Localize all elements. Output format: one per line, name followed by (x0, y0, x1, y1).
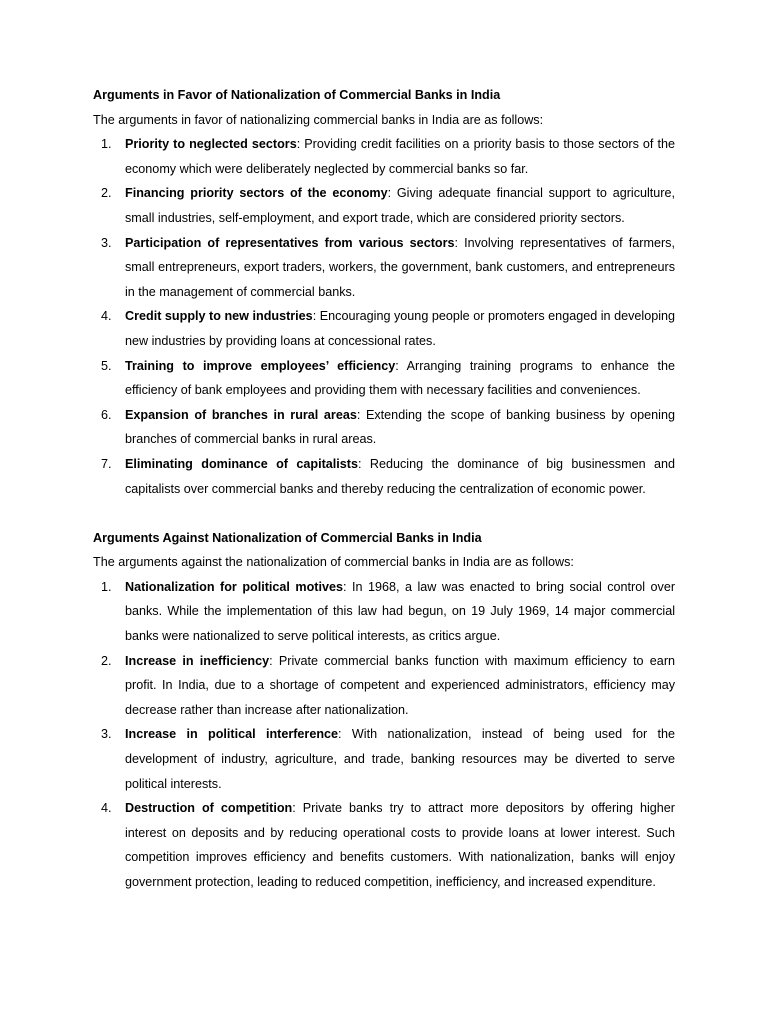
item-number: 4. (101, 309, 112, 324)
list-item: 4. Destruction of competition: Private banks try to attract more depositors by offering higher interest on deposits and by reducing operational costs to provide loans at lower interest. Such competition improves efficiency and benefits customers. With nationalization, banks will enjoy government protection, leading to reduced competition, inefficiency, and increased expenditure. (93, 796, 675, 894)
section-heading: Arguments Against Nationalization of Commercial Banks in India (93, 530, 482, 545)
item-term: Increase in inefficiency (125, 653, 270, 668)
section-intro: The arguments against the nationalization of commercial banks in India are as follows: (93, 555, 574, 570)
section-against (93, 526, 675, 895)
item-term: Expansion of branches in rural areas (125, 407, 357, 422)
list-item: 7. Eliminating dominance of capitalists: Reducing the dominance of big businessmen and capitalists over commercial banks and thereby reducing the centralization of economic power. (93, 452, 675, 501)
item-term: Eliminating dominance of capitalists (125, 456, 358, 471)
list-item: 6. Expansion of branches in rural areas: Extending the scope of banking business by opening branches of commercial banks in rural areas. (93, 403, 675, 452)
item-text: In 1968, a law was enacted to bring social control over banks. While the implementation of this law had begun, on 19 July 1969, 14 major commercial banks were nationalized to serve political interests, as critics argue. (125, 579, 676, 644)
item-number: 1. (101, 137, 112, 152)
item-text: Involving representatives of farmers, small entrepreneurs, export traders, workers, the government, bank customers, and entrepreneurs in the management of commercial banks. (125, 235, 675, 299)
section-heading: Arguments in Favor of Nationalization of Commercial Banks in India (93, 88, 501, 102)
item-term: Priority to neglected sectors (125, 137, 297, 152)
item-number: 3. (101, 235, 112, 250)
item-text: Extending the scope of banking business by opening branches of commercial banks in rural areas. (125, 407, 675, 447)
item-number: 4. (101, 801, 112, 816)
list-item: 3. Increase in political interference: With nationalization, instead of being used for the development of industry, agriculture, and trade, banking resources may be diverted to serve political interests. (93, 722, 675, 796)
section-intro: The arguments in favor of nationalizing commercial banks in India are as follows: (93, 112, 544, 127)
list-item: 4. Credit supply to new industries: Encouraging young people or promoters engaged in developing new industries by providing loans at concessional rates. (93, 304, 675, 353)
item-text: With nationalization, instead of being used for the development of industry, agriculture, and trade, banking resources may be diverted to serve political interests. (125, 727, 676, 791)
item-number: 2. (101, 186, 112, 201)
item-text: Reducing the dominance of big businessmen and capitalists over commercial banks and thereby reducing the centralization of economic power. (125, 456, 675, 496)
item-number: 7. (101, 456, 112, 471)
item-number: 3. (101, 727, 112, 742)
list-item: 2. Increase in inefficiency: Private commercial banks function with maximum efficiency to earn profit. In India, due to a shortage of competent and experienced administrators, efficiency may decrease rather than increase after nationalization. (93, 649, 675, 723)
list-item: 5. Training to improve employees’ efficiency: Arranging training programs to enhance the efficiency of bank employees and providing them with necessary facilities and conveniences. (93, 354, 675, 403)
item-term: Training to improve employees’ efficiency (125, 358, 396, 373)
item-term: Destruction of competition (125, 801, 293, 816)
list-item: 3. Participation of representatives from various sectors: Involving representatives of farmers, small entrepreneurs, export traders, workers, the government, bank customers, and entrepreneurs in the management of commercial banks. (93, 231, 675, 305)
argument-list (93, 575, 675, 895)
item-number: 2. (101, 653, 112, 668)
item-text: Providing credit facilities on a priority basis to those sectors of the economy which were deliberately neglected by commercial banks so far. (125, 137, 675, 176)
item-text: Private banks try to attract more depositors by offering higher interest on deposits and by reducing operational costs to provide loans at lower interest. Such competition improves efficiency and benefits customers. With nationalization, banks will enjoy government protection, leading to reduced competition, inefficiency, and increased expenditure. (125, 801, 676, 889)
item-number: 6. (101, 407, 112, 422)
argument-list (93, 132, 675, 501)
list-item: 2. Financing priority sectors of the economy: Giving adequate financial support to agriculture, small industries, self-employment, and export trade, which are considered priority sectors. (93, 181, 675, 230)
item-text: Encouraging young people or promoters engaged in developing new industries by providing loans at concessional rates. (125, 309, 676, 348)
item-text: Giving adequate financial support to agriculture, small industries, self-employment, and export trade, which are considered priority sectors. (125, 186, 676, 225)
list-item: 1. Nationalization for political motives: In 1968, a law was enacted to bring social control over banks. While the implementation of this law had begun, on 19 July 1969, 14 major commercial banks were nationalized to serve political interests, as critics argue. (93, 575, 675, 649)
item-term: Participation of representatives from various sectors (125, 235, 455, 250)
item-number: 5. (101, 358, 112, 373)
item-term: Nationalization for political motives (125, 579, 343, 594)
section-favor (93, 83, 675, 501)
item-number: 1. (101, 579, 112, 594)
list-item: 1. Priority to neglected sectors: Providing credit facilities on a priority basis to those sectors of the economy which were deliberately neglected by commercial banks so far. (93, 132, 675, 181)
item-term: Increase in political interference (125, 727, 339, 742)
item-text: Private commercial banks function with maximum efficiency to earn profit. In India, due to a shortage of competent and experienced administrators, efficiency may decrease rather than increase after nationalization. (125, 653, 676, 717)
item-term: Credit supply to new industries (125, 309, 313, 324)
item-text: Arranging training programs to enhance the efficiency of bank employees and providing them with necessary facilities and conveniences. (125, 358, 675, 398)
item-term: Financing priority sectors of the economy (125, 186, 388, 201)
